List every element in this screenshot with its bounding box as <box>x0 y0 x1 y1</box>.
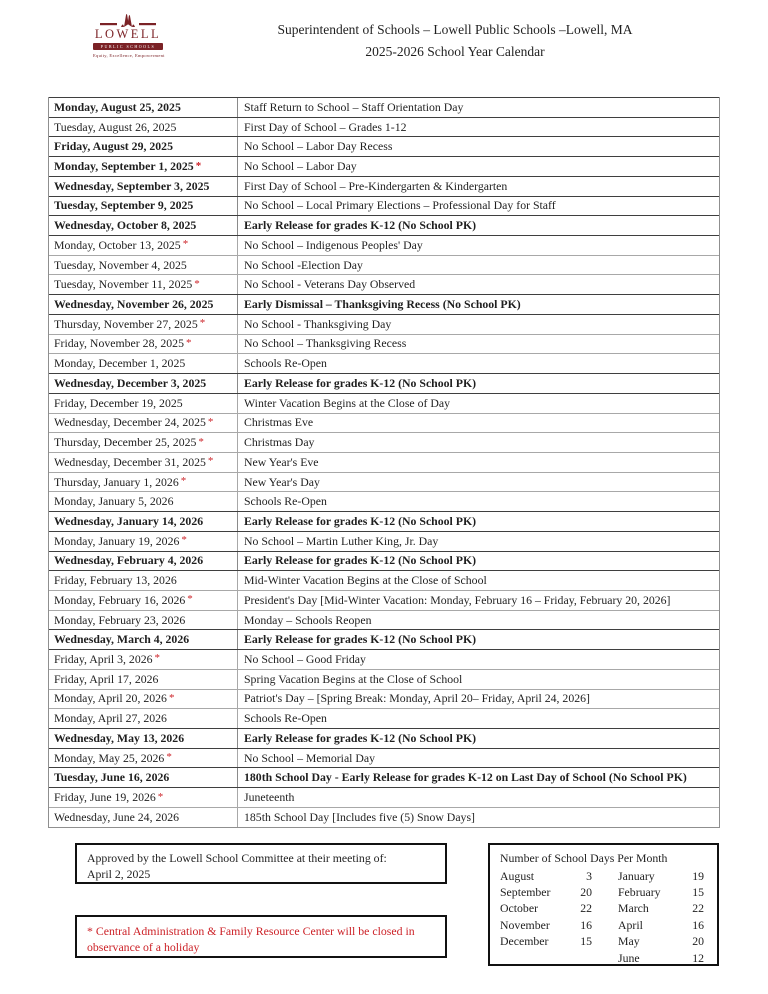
table-row <box>49 491 719 511</box>
holiday-asterisk: * <box>166 751 172 764</box>
event-date-cell <box>49 256 238 275</box>
event-date-cell <box>49 709 238 728</box>
event-date: Wednesday, December 24, 2025 <box>54 415 206 430</box>
logo-tagline: Equity, Excellence, Empowerment <box>93 53 165 58</box>
event-description-cell <box>238 236 719 255</box>
event-date-cell <box>49 433 238 452</box>
event-description: Staff Return to School – Staff Orientation Day <box>244 99 464 114</box>
table-row <box>49 314 719 334</box>
event-description-cell <box>238 354 719 373</box>
event-date: Wednesday, November 26, 2025 <box>54 297 214 312</box>
event-date-cell <box>49 216 238 235</box>
document-header <box>150 22 760 60</box>
month-label: March <box>618 901 649 916</box>
event-description-cell <box>238 197 719 216</box>
event-description: No School -Election Day <box>244 257 363 272</box>
event-date-cell <box>49 630 238 649</box>
event-description-cell <box>238 394 719 413</box>
event-date-cell <box>49 650 238 669</box>
event-date-cell <box>49 670 238 689</box>
event-description-cell <box>238 473 719 492</box>
event-date: Monday, January 5, 2026 <box>54 494 174 509</box>
event-date: Friday, June 19, 2026 <box>54 790 156 805</box>
table-row <box>49 294 719 314</box>
event-description: Schools Re-Open <box>244 711 327 726</box>
school-days-grid <box>500 868 709 966</box>
event-date-cell <box>49 473 238 492</box>
approval-line2: April 2, 2025 <box>87 867 151 881</box>
table-row <box>49 452 719 472</box>
holiday-asterisk: * <box>182 238 189 251</box>
event-date: Tuesday, November 11, 2025 <box>54 277 193 292</box>
table-row <box>49 669 719 689</box>
event-description: Early Release for grades K-12 (No School PK) <box>244 513 477 528</box>
event-date-cell <box>49 295 238 314</box>
holiday-asterisk: * <box>194 277 200 290</box>
event-description: No School – Local Primary Elections – Professional Day for Staff <box>244 198 556 213</box>
event-description: Juneteenth <box>244 790 295 805</box>
event-description-cell <box>238 512 719 531</box>
holiday-note-line1: * Central Administration & Family Resource Center will be closed in <box>87 924 415 938</box>
holiday-note-line2: observance of a holiday <box>87 940 200 954</box>
month-label: January <box>618 868 655 883</box>
event-date-cell <box>49 394 238 413</box>
event-date-cell <box>49 118 238 137</box>
event-description-cell <box>238 611 719 630</box>
event-date-cell <box>49 137 238 156</box>
holiday-asterisk: * <box>195 159 202 172</box>
event-date: Monday, April 20, 2026 <box>54 691 167 706</box>
event-date: Monday, January 19, 2026 <box>54 533 180 548</box>
event-description: No School - Thanksgiving Day <box>244 316 392 331</box>
event-date-cell <box>49 98 238 117</box>
holiday-asterisk: * <box>199 317 206 330</box>
month-label: February <box>618 885 661 900</box>
table-row <box>49 610 719 630</box>
event-date-cell <box>49 690 238 709</box>
event-description-cell <box>238 315 719 334</box>
month-label: August <box>500 868 535 883</box>
table-row <box>49 787 719 807</box>
event-description-cell <box>238 137 719 156</box>
event-date: Monday, April 27, 2026 <box>54 711 167 726</box>
event-description-cell <box>238 453 719 472</box>
table-row <box>49 373 719 393</box>
event-date-cell <box>49 414 238 433</box>
event-date: Tuesday, November 4, 2025 <box>54 257 187 272</box>
days-count: 3 <box>586 868 592 883</box>
event-description: No School – Thanksgiving Recess <box>244 336 407 351</box>
event-description: Spring Vacation Begins at the Close of School <box>244 671 463 686</box>
event-date-cell <box>49 768 238 787</box>
event-date: Tuesday, August 26, 2025 <box>54 119 177 134</box>
holiday-asterisk: * <box>168 691 175 704</box>
event-description-cell <box>238 749 719 768</box>
month-label: June <box>618 950 640 965</box>
holiday-asterisk: * <box>207 455 214 468</box>
event-date-cell <box>49 591 238 610</box>
school-days-row <box>500 884 709 900</box>
event-description-cell <box>238 216 719 235</box>
event-description: No School - Veterans Day Observed <box>244 277 416 292</box>
event-date-cell <box>49 197 238 216</box>
event-description-cell <box>238 630 719 649</box>
event-description: No School – Good Friday <box>244 651 366 666</box>
approval-line1: Approved by the Lowell School Committee at their meeting of: <box>87 851 387 865</box>
month-label: April <box>618 917 643 932</box>
table-row <box>49 807 719 827</box>
event-date: Thursday, January 1, 2026 <box>54 474 179 489</box>
month-label: November <box>500 917 550 932</box>
table-row <box>49 590 719 610</box>
days-count: 15 <box>692 885 704 900</box>
logo-subtitle: PUBLIC SCHOOLS <box>93 43 163 50</box>
event-description: 185th School Day [Includes five (5) Snow Days] <box>244 809 475 824</box>
event-description: First Day of School – Grades 1-12 <box>244 119 407 134</box>
event-date: Wednesday, March 4, 2026 <box>54 632 190 647</box>
holiday-note-box <box>75 915 447 958</box>
event-date-cell <box>49 492 238 511</box>
school-days-row <box>500 934 709 950</box>
table-row <box>49 748 719 768</box>
event-date: Friday, August 29, 2025 <box>54 139 173 154</box>
event-description-cell <box>238 433 719 452</box>
event-description: Schools Re-Open <box>244 494 327 509</box>
event-date-cell <box>49 788 238 807</box>
event-description-cell <box>238 118 719 137</box>
event-description: Mid-Winter Vacation Begins at the Close of School <box>244 573 487 588</box>
event-date-cell <box>49 512 238 531</box>
table-row <box>49 136 719 156</box>
days-count: 22 <box>692 901 704 916</box>
event-description-cell <box>238 690 719 709</box>
event-date: Monday, December 1, 2025 <box>54 356 186 371</box>
event-description-cell <box>238 532 719 551</box>
days-count: 15 <box>580 934 592 949</box>
holiday-asterisk: * <box>180 475 187 488</box>
table-row <box>49 117 719 137</box>
table-row <box>49 215 719 235</box>
table-row <box>49 334 719 354</box>
holiday-asterisk: * <box>207 415 214 428</box>
event-description: Christmas Day <box>244 435 315 450</box>
event-date: Friday, April 3, 2026 <box>54 651 153 666</box>
event-date-cell <box>49 354 238 373</box>
table-row <box>49 767 719 787</box>
event-date: Monday, August 25, 2025 <box>54 99 181 114</box>
school-days-row <box>500 950 709 966</box>
school-year-calendar-table <box>48 97 720 828</box>
table-row <box>49 649 719 669</box>
event-date-cell <box>49 374 238 393</box>
holiday-asterisk: * <box>185 336 192 349</box>
table-row <box>49 176 719 196</box>
event-description: No School – Indigenous Peoples' Day <box>244 237 423 252</box>
event-description-cell <box>238 670 719 689</box>
event-date-cell <box>49 571 238 590</box>
event-description-cell <box>238 275 719 294</box>
table-row <box>49 472 719 492</box>
school-days-row <box>500 868 709 884</box>
approval-box <box>75 843 447 884</box>
event-description-cell <box>238 98 719 117</box>
event-description-cell <box>238 709 719 728</box>
event-description: Schools Re-Open <box>244 356 327 371</box>
event-date: Thursday, November 27, 2025 <box>54 316 198 331</box>
holiday-asterisk: * <box>157 790 164 803</box>
event-date-cell <box>49 275 238 294</box>
event-description-cell <box>238 729 719 748</box>
event-description-cell <box>238 177 719 196</box>
event-date-cell <box>49 808 238 827</box>
logo-wordmark: LOWELL <box>94 27 162 41</box>
table-row <box>49 708 719 728</box>
event-date: Tuesday, June 16, 2026 <box>54 770 170 785</box>
event-description: No School – Martin Luther King, Jr. Day <box>244 533 439 548</box>
event-description-cell <box>238 374 719 393</box>
event-description: Early Release for grades K-12 (No School PK) <box>244 375 477 390</box>
event-description: Early Release for grades K-12 (No School PK) <box>244 218 477 233</box>
holiday-asterisk: * <box>187 593 193 606</box>
table-row <box>49 689 719 709</box>
event-description-cell <box>238 788 719 807</box>
table-row <box>49 511 719 531</box>
table-row <box>49 255 719 275</box>
event-date: Monday, May 25, 2026 <box>54 750 165 765</box>
school-days-row <box>500 917 709 933</box>
days-count: 16 <box>580 917 592 932</box>
event-description-cell <box>238 808 719 827</box>
event-description-cell <box>238 650 719 669</box>
table-row <box>49 629 719 649</box>
event-description: First Day of School – Pre-Kindergarten & Kindergarten <box>244 178 508 193</box>
event-date: Monday, February 16, 2026 <box>54 592 186 607</box>
table-row <box>49 353 719 373</box>
document-title-line2: 2025-2026 School Year Calendar <box>365 44 545 59</box>
school-days-title: Number of School Days Per Month <box>500 851 668 865</box>
month-label: December <box>500 934 549 949</box>
event-description: No School – Memorial Day <box>244 750 376 765</box>
event-date-cell <box>49 335 238 354</box>
month-label: May <box>618 934 640 949</box>
event-description-cell <box>238 768 719 787</box>
event-description: Winter Vacation Begins at the Close of Day <box>244 395 451 410</box>
table-row <box>49 196 719 216</box>
holiday-asterisk: * <box>181 534 187 547</box>
event-description-cell <box>238 256 719 275</box>
event-date: Wednesday, February 4, 2026 <box>54 553 204 568</box>
event-date: Wednesday, October 8, 2025 <box>54 218 197 233</box>
event-description-cell <box>238 414 719 433</box>
event-date: Thursday, December 25, 2025 <box>54 435 197 450</box>
table-row <box>49 413 719 433</box>
table-row <box>49 432 719 452</box>
month-label: October <box>500 901 538 916</box>
event-description: Monday – Schools Reopen <box>244 612 372 627</box>
event-date-cell <box>49 749 238 768</box>
event-date: Monday, February 23, 2026 <box>54 612 186 627</box>
event-description: Patriot's Day – [Spring Break: Monday, April 20– Friday, April 24, 2026] <box>244 691 590 706</box>
table-row <box>49 393 719 413</box>
event-date-cell <box>49 236 238 255</box>
event-date: Wednesday, December 31, 2025 <box>54 454 206 469</box>
event-date-cell <box>49 315 238 334</box>
event-description: 180th School Day - Early Release for grades K-12 on Last Day of School (No School PK) <box>244 770 687 785</box>
event-date: Wednesday, January 14, 2026 <box>54 513 204 528</box>
event-description: Early Release for grades K-12 (No School PK) <box>244 632 477 647</box>
days-count: 20 <box>692 934 704 949</box>
event-description: New Year's Eve <box>244 454 319 469</box>
days-count: 16 <box>692 917 704 932</box>
table-row <box>49 97 719 117</box>
event-description-cell <box>238 492 719 511</box>
holiday-asterisk: * <box>198 435 204 448</box>
school-days-box <box>488 843 719 966</box>
event-date: Wednesday, September 3, 2025 <box>54 178 210 193</box>
holiday-asterisk: * <box>154 652 161 665</box>
event-date-cell <box>49 611 238 630</box>
event-date: Friday, November 28, 2025 <box>54 336 184 351</box>
table-row <box>49 531 719 551</box>
event-description-cell <box>238 335 719 354</box>
event-date: Friday, April 17, 2026 <box>54 671 159 686</box>
days-count: 19 <box>692 868 704 883</box>
event-description-cell <box>238 552 719 571</box>
event-date-cell <box>49 729 238 748</box>
event-date-cell <box>49 177 238 196</box>
school-days-row <box>500 901 709 917</box>
event-description: Early Release for grades K-12 (No School PK) <box>244 730 477 745</box>
event-description-cell <box>238 571 719 590</box>
days-count: 12 <box>692 950 704 965</box>
event-description: No School – Labor Day <box>244 159 357 174</box>
event-date: Monday, October 13, 2025 <box>54 237 181 252</box>
days-count: 20 <box>580 885 592 900</box>
event-date: Monday, September 1, 2025 <box>54 159 194 174</box>
month-label: September <box>500 885 551 900</box>
event-description-cell <box>238 295 719 314</box>
event-date-cell <box>49 157 238 176</box>
event-date-cell <box>49 532 238 551</box>
event-date: Wednesday, May 13, 2026 <box>54 730 185 745</box>
event-description: Early Dismissal – Thanksgiving Recess (No School PK) <box>244 297 521 312</box>
event-date-cell <box>49 552 238 571</box>
event-date-cell <box>49 453 238 472</box>
document-title-line1: Superintendent of Schools – Lowell Public Schools –Lowell, MA <box>277 22 633 37</box>
event-description: Early Release for grades K-12 (No School PK) <box>244 553 477 568</box>
table-row <box>49 235 719 255</box>
event-date: Friday, December 19, 2025 <box>54 395 183 410</box>
days-count: 22 <box>580 901 592 916</box>
event-date: Wednesday, June 24, 2026 <box>54 809 180 824</box>
table-row <box>49 728 719 748</box>
event-description: New Year's Day <box>244 474 320 489</box>
event-date: Wednesday, December 3, 2025 <box>54 375 207 390</box>
table-row <box>49 156 719 176</box>
event-date: Friday, February 13, 2026 <box>54 573 177 588</box>
event-description: No School – Labor Day Recess <box>244 139 393 154</box>
event-date: Tuesday, September 9, 2025 <box>54 198 194 213</box>
table-row <box>49 570 719 590</box>
event-description: President's Day [Mid-Winter Vacation: Monday, February 16 – Friday, February 20, 2026] <box>244 592 671 607</box>
event-description: Christmas Eve <box>244 415 314 430</box>
table-row <box>49 274 719 294</box>
event-description-cell <box>238 591 719 610</box>
table-row <box>49 551 719 571</box>
event-description-cell <box>238 157 719 176</box>
